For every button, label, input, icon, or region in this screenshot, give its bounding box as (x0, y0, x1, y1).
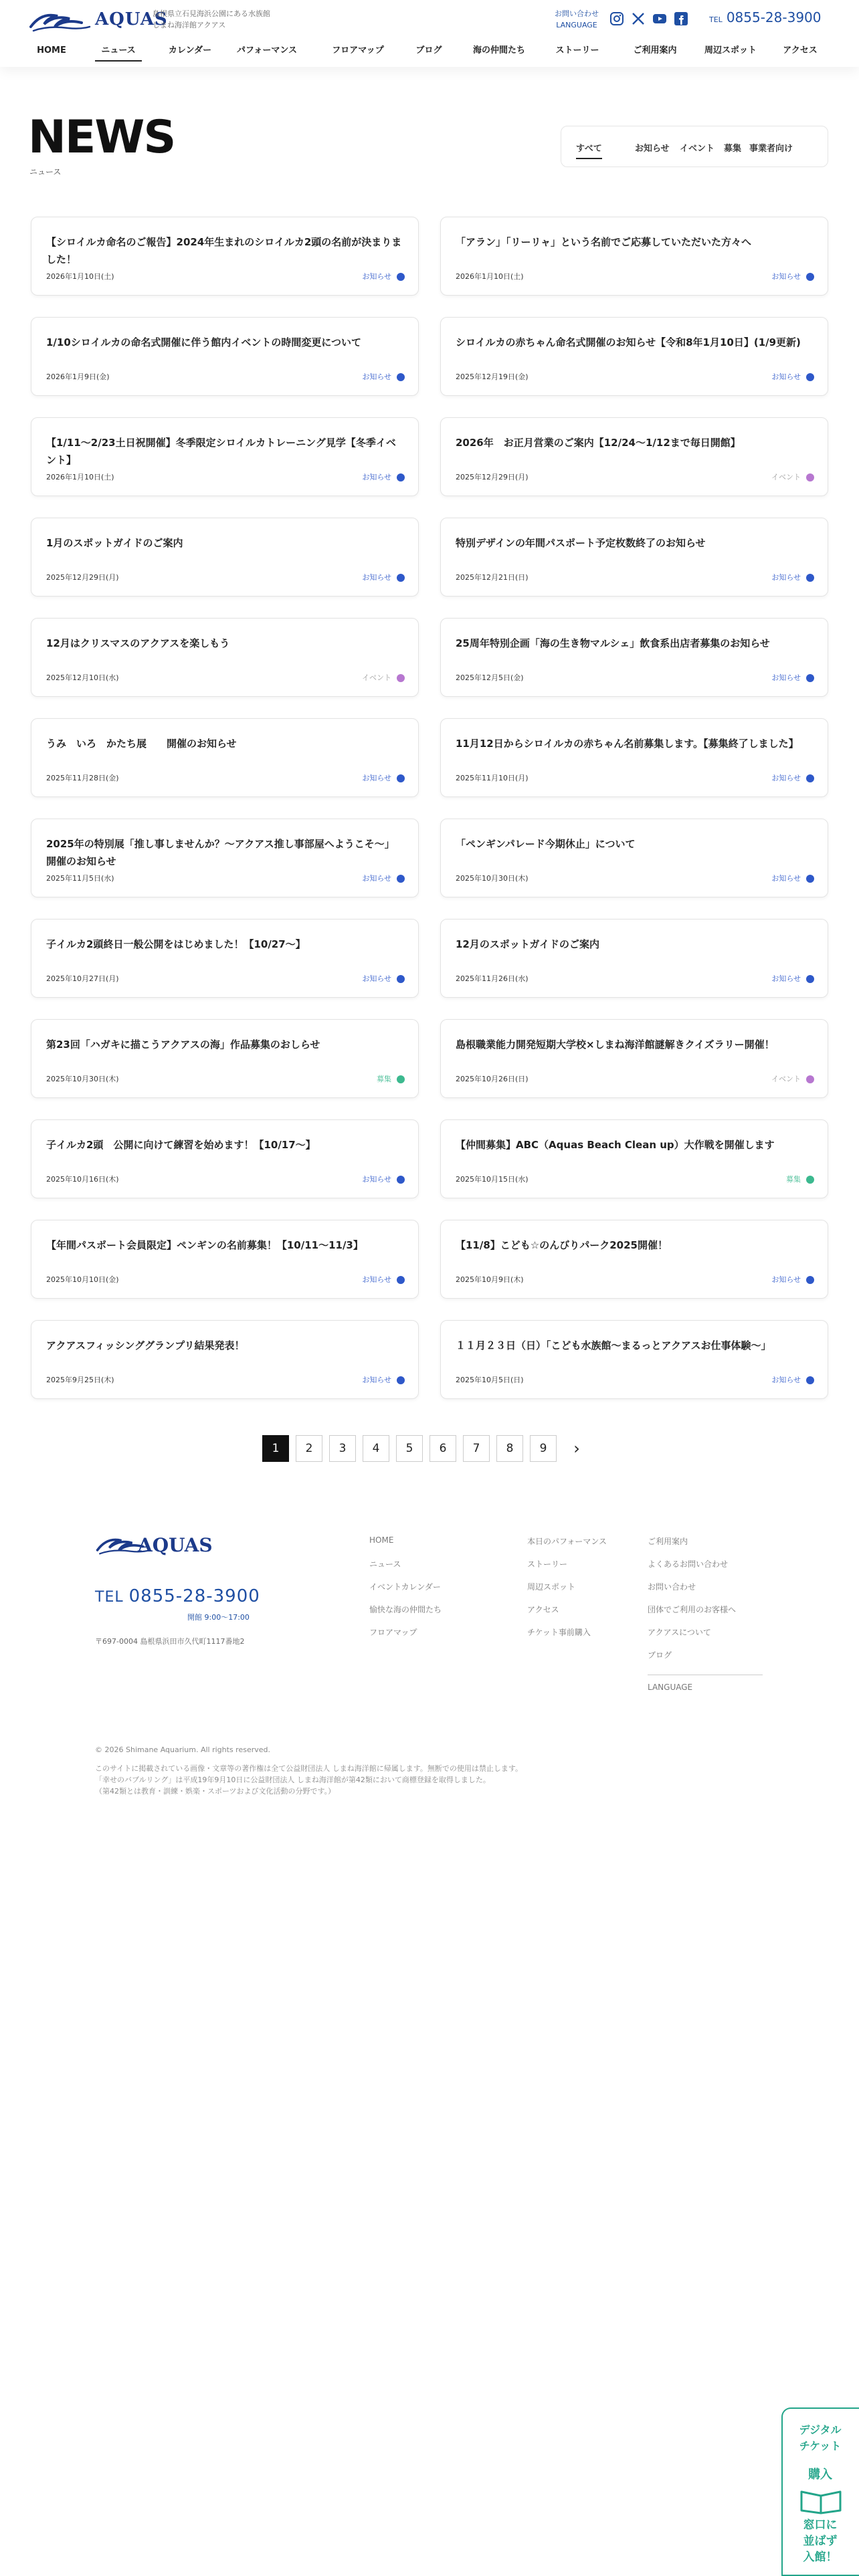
news-date: 2026年1月10日(土) (46, 272, 114, 281)
news-card[interactable] (440, 518, 828, 597)
footer-link[interactable]: HOME (369, 1535, 394, 1545)
footer-link[interactable]: ニュース (369, 1560, 401, 1569)
news-category: お知らせ (771, 1275, 801, 1284)
footer-link[interactable]: ストーリー (527, 1560, 568, 1569)
news-card[interactable] (440, 718, 828, 797)
news-title[interactable]: うみ いろ かたち展 開催のお知らせ (46, 738, 237, 750)
footer-link[interactable]: 愉快な海の仲間たち (369, 1605, 442, 1614)
news-title[interactable]: １１月２３日（日）「こども水族館～まるっとアクアスお仕事体験～」 (456, 1339, 771, 1352)
filter-tab[interactable]: 募集 (724, 144, 742, 154)
news-title[interactable]: 12月はクリスマスのアクアスを楽しもう (46, 637, 230, 649)
news-card[interactable] (31, 417, 419, 496)
news-card[interactable] (440, 618, 828, 697)
news-title[interactable]: 第23回「ハガキに描こうアクアスの海」作品募集のおしらせ (46, 1039, 320, 1051)
news-category: お知らせ (771, 673, 801, 682)
category-dot (806, 473, 814, 481)
news-category: 募集 (377, 1075, 391, 1083)
ticket-buy-label: 購入 (808, 2468, 832, 2482)
news-card[interactable] (31, 518, 419, 597)
page-button[interactable]: 9 (530, 1435, 557, 1462)
filter-tab[interactable]: すべて (576, 141, 602, 159)
news-category: お知らせ (362, 1275, 391, 1284)
news-category: 募集 (786, 1175, 801, 1184)
nav-item[interactable]: ストーリー (555, 45, 599, 56)
news-title[interactable]: 「アラン」「リーリャ」という名前でご応募していただいた方々へ (456, 236, 752, 248)
footer-link[interactable]: お問い合わせ (648, 1582, 696, 1592)
logo-wordmark: AQUAS (95, 9, 168, 29)
news-date: 2025年10月15日(水) (456, 1175, 529, 1184)
footer-link[interactable]: 周辺スポット (527, 1582, 576, 1592)
footer-link[interactable]: よくあるお問い合わせ (648, 1560, 729, 1569)
ticket-catch-line: 窓口に (803, 2518, 838, 2532)
legal-line: （第42類とは教育・訓練・娯楽・スポーツおよび文化活動の分野です。） (95, 1787, 336, 1796)
news-title[interactable]: 12月のスポットガイドのご案内 (456, 938, 599, 950)
nav-item[interactable]: 周辺スポット (704, 45, 757, 56)
news-date: 2025年10月16日(木) (46, 1175, 119, 1184)
news-category: お知らせ (362, 272, 391, 281)
footer-logo[interactable] (95, 1531, 229, 1558)
news-title[interactable]: 特別デザインの年間パスポート予定枚数終了のお知らせ (456, 537, 706, 549)
ticket-catchphrase (783, 2517, 858, 2565)
news-date: 2025年9月25日(木) (46, 1376, 114, 1384)
footer-link[interactable]: ご利用案内 (648, 1537, 688, 1546)
category-dot (397, 774, 405, 782)
news-card[interactable] (31, 819, 419, 897)
news-category: イベント (362, 673, 391, 682)
news-title[interactable]: 【11/8】こども☆のんびりパーク2025開催！ (456, 1239, 668, 1251)
category-dot (806, 373, 814, 381)
footer-link[interactable]: 団体でご利用のお客様へ (648, 1605, 737, 1614)
category-dot (397, 473, 405, 481)
news-card[interactable] (440, 1119, 828, 1198)
nav-item[interactable]: ニュース (95, 44, 142, 62)
category-dot (806, 574, 814, 582)
news-card[interactable] (440, 317, 828, 396)
ticket-heading-line: デジタル (799, 2424, 842, 2436)
news-title[interactable]: 【仲間募集】ABC（Aquas Beach Clean up）大作戦を開催します (456, 1139, 775, 1151)
news-date: 2025年10月5日(日) (456, 1376, 524, 1384)
category-dot (806, 273, 814, 281)
news-title[interactable]: アクアスフィッシンググランプリ結果発表！ (46, 1339, 245, 1352)
page-button[interactable]: 3 (329, 1435, 356, 1462)
news-date: 2025年11月10日(月) (456, 774, 529, 782)
news-title[interactable]: 【シロイルカ命名のご報告】2024年生まれのシロイルカ2頭の名前が決まりました！ (46, 236, 402, 265)
legal-line: 「幸せのバブルリング」は平成19年9月10日に公益財団法人 しまね海洋館が第42類において商標登録を取得しました。 (95, 1776, 490, 1784)
category-dot (806, 674, 814, 682)
footer-link[interactable]: ブログ (648, 1650, 672, 1660)
instagram-icon[interactable] (609, 11, 625, 27)
news-title[interactable]: 2026年 お正月営業のご案内【12/24～1/12まで毎日開館】 (456, 437, 741, 449)
category-dot (806, 975, 814, 983)
digital-ticket-banner[interactable] (781, 2407, 859, 2576)
ticket-catch-line: 並ばず (803, 2535, 838, 2548)
news-card[interactable] (440, 1019, 828, 1098)
news-card[interactable] (440, 919, 828, 998)
news-card[interactable] (31, 1320, 419, 1399)
site-header (0, 0, 859, 67)
page-button[interactable]: 2 (296, 1435, 322, 1462)
category-dot (806, 1075, 814, 1083)
tel-label: TEL (709, 15, 723, 24)
news-date: 2025年12月10日(水) (46, 673, 119, 682)
footer-link[interactable]: イベントカレンダー (369, 1582, 441, 1592)
news-category: お知らせ (771, 1376, 801, 1384)
news-date: 2025年11月28日(金) (46, 774, 119, 782)
footer-tel[interactable] (95, 1586, 260, 1606)
news-date: 2025年12月29日(月) (46, 573, 119, 582)
news-card[interactable] (31, 618, 419, 697)
news-title[interactable]: 島根職業能力開発短期大学校×しまね海洋館謎解きクイズラリー開催！ (456, 1039, 775, 1051)
nav-item[interactable]: パフォーマンス (237, 45, 297, 56)
news-card[interactable] (31, 1019, 419, 1098)
footer-address: 〒697-0004 島根県浜田市久代町1117番地2 (95, 1637, 245, 1646)
news-title[interactable]: 25周年特別企画「海の生き物マルシェ」飲食系出店者募集のお知らせ (456, 637, 770, 649)
nav-item[interactable]: ご利用案内 (633, 45, 677, 56)
news-date: 2026年1月9日(金) (46, 372, 110, 381)
news-date: 2025年11月5日(水) (46, 874, 114, 883)
category-dot (397, 674, 405, 682)
news-category: お知らせ (362, 974, 391, 983)
category-dot (397, 1376, 405, 1384)
news-date: 2025年10月30日(木) (456, 874, 529, 883)
opening-hours: 開館 9:00～17:00 (187, 1613, 250, 1622)
footer-link[interactable]: チケット事前購入 (527, 1628, 591, 1637)
nav-item[interactable]: HOME (37, 45, 66, 56)
news-category: お知らせ (362, 473, 391, 481)
news-date: 2025年12月19日(金) (456, 372, 529, 381)
news-category: イベント (771, 1075, 801, 1083)
news-date: 2025年10月27日(月) (46, 974, 119, 983)
news-card[interactable] (440, 1220, 828, 1299)
news-date: 2025年12月5日(金) (456, 673, 524, 682)
news-date: 2025年11月26日(水) (456, 974, 529, 983)
news-card[interactable] (31, 919, 419, 998)
ticket-catch-line: 入館！ (803, 2551, 838, 2564)
news-card[interactable] (31, 1220, 419, 1299)
news-title[interactable]: 「ペンギンパレード今期休止」について (456, 838, 636, 850)
news-category: イベント (771, 473, 801, 481)
site-logo[interactable] (28, 7, 168, 33)
filter-tab[interactable]: お知らせ (635, 144, 670, 154)
news-date: 2025年10月30日(木) (46, 1075, 119, 1083)
page-button[interactable]: 1 (262, 1435, 289, 1462)
news-date: 2026年1月10日(土) (46, 473, 114, 481)
news-category: お知らせ (362, 372, 391, 381)
page-button[interactable]: 4 (363, 1435, 389, 1462)
news-date: 2025年10月9日(木) (456, 1275, 524, 1284)
next-page-button[interactable]: › (563, 1435, 590, 1462)
ticket-book-icon (799, 2488, 843, 2514)
ticket-heading-line: チケット (799, 2440, 842, 2452)
category-dot (806, 1376, 814, 1384)
news-category: お知らせ (771, 874, 801, 883)
news-card[interactable] (440, 417, 828, 496)
language-link[interactable]: LANGUAGE (556, 21, 597, 29)
contact-link[interactable]: お問い合わせ (555, 9, 599, 18)
news-date: 2025年10月10日(金) (46, 1275, 119, 1284)
category-dot (397, 1276, 405, 1284)
news-card[interactable] (440, 1320, 828, 1399)
footer-link[interactable]: アクアスについて (648, 1628, 711, 1637)
tagline-line: しまね海洋館アクアス (153, 21, 226, 29)
category-dot (806, 774, 814, 782)
news-date: 2025年12月29日(月) (456, 473, 529, 481)
footer-logo-wordmark: AQUAS (138, 1534, 213, 1556)
filter-tab[interactable]: 事業者向け (749, 144, 793, 154)
news-title[interactable]: シロイルカの赤ちゃん命名式開催のお知らせ【令和8年1月10日】(1/9更新) (456, 336, 801, 348)
news-category: お知らせ (362, 1175, 391, 1184)
news-category: お知らせ (771, 974, 801, 983)
page-button[interactable]: 5 (396, 1435, 423, 1462)
nav-item[interactable]: 海の仲間たち (472, 45, 525, 56)
wave-logo-icon (28, 7, 92, 33)
news-card[interactable] (31, 718, 419, 797)
category-dot (397, 574, 405, 582)
x-icon[interactable] (630, 11, 646, 27)
news-category: お知らせ (771, 372, 801, 381)
category-dot (397, 875, 405, 883)
page-button[interactable]: 7 (463, 1435, 490, 1462)
news-title[interactable]: 【年間パスポート会員限定】ペンギンの名前募集！【10/11～11/3】 (46, 1239, 363, 1251)
category-dot (397, 273, 405, 281)
youtube-icon[interactable] (652, 11, 668, 27)
nav-item[interactable]: アクセス (783, 45, 818, 56)
footer-link[interactable]: 本日のパフォーマンス (527, 1537, 607, 1546)
copyright: © 2026 Shimane Aquarium. All rights reserved. (95, 1745, 271, 1754)
site-tagline (153, 8, 313, 31)
footer-language-link[interactable]: LANGUAGE (648, 1683, 693, 1692)
nav-item[interactable]: ブログ (415, 45, 442, 56)
news-date: 2025年12月21日(日) (456, 573, 529, 582)
ticket-heading (783, 2422, 858, 2454)
page-button[interactable]: 8 (496, 1435, 523, 1462)
news-card[interactable] (31, 317, 419, 396)
category-dot (397, 373, 405, 381)
legal-notice (95, 1763, 522, 1797)
facebook-icon[interactable] (673, 11, 689, 27)
header-tel[interactable] (709, 9, 822, 25)
tel-number: 0855-28-3900 (726, 9, 822, 25)
news-card[interactable] (440, 819, 828, 897)
news-title[interactable]: 子イルカ2頭 公開に向けて練習を始めます！【10/17～】 (46, 1139, 316, 1151)
news-card[interactable] (31, 217, 419, 296)
category-filter (561, 126, 828, 167)
contact-language-links (543, 8, 610, 31)
news-category: お知らせ (362, 1376, 391, 1384)
global-nav (28, 44, 831, 62)
news-title[interactable]: 11月12日からシロイルカの赤ちゃん名前募集します。【募集終了しました】 (456, 738, 799, 750)
tagline-line: 島根県立石見海浜公園にある水族館 (153, 9, 270, 18)
news-card[interactable] (31, 1119, 419, 1198)
footer-link[interactable]: アクセス (527, 1605, 559, 1614)
news-date: 2026年1月10日(土) (456, 272, 524, 281)
footer-tel-number: 0855-28-3900 (128, 1586, 260, 1606)
news-category: お知らせ (771, 272, 801, 281)
page-title: NEWS (28, 111, 175, 164)
news-card[interactable] (440, 217, 828, 296)
page-button[interactable]: 6 (430, 1435, 456, 1462)
category-dot (806, 875, 814, 883)
category-dot (397, 1176, 405, 1184)
news-category: お知らせ (362, 774, 391, 782)
legal-line: このサイトに掲載されている画像・文章等の著作権は全て公益財団法人 しまね海洋館に帰属します。無断での使用は禁止します。 (95, 1764, 522, 1773)
nav-item[interactable]: フロアマップ (332, 45, 384, 56)
category-dot (397, 975, 405, 983)
news-title[interactable]: 1月のスポットガイドのご案内 (46, 537, 183, 549)
news-title[interactable]: 子イルカ2頭終日一般公開をはじめました！【10/27～】 (46, 938, 306, 950)
news-title[interactable]: 1/10シロイルカの命名式開催に伴う館内イベントの時間変更について (46, 336, 362, 348)
news-category: お知らせ (771, 774, 801, 782)
page-subtitle: ニュース (29, 167, 62, 177)
news-category: お知らせ (362, 573, 391, 582)
category-dot (806, 1176, 814, 1184)
news-title[interactable]: 2025年の特別展「推し事しませんか？～アクアス推し事部屋へようこそ～」開催のお知らせ (46, 838, 395, 867)
news-category: お知らせ (771, 573, 801, 582)
footer-link[interactable]: フロアマップ (369, 1628, 417, 1637)
footer-tel-label: TEL (95, 1589, 124, 1606)
news-title[interactable]: 【1/11～2/23土日祝開催】冬季限定シロイルカトレーニング見学【冬季イベント】 (46, 437, 396, 466)
category-dot (806, 1276, 814, 1284)
news-category: お知らせ (362, 874, 391, 883)
news-date: 2025年10月26日(日) (456, 1075, 529, 1083)
category-dot (397, 1075, 405, 1083)
filter-tab[interactable]: イベント (680, 144, 715, 154)
nav-item[interactable]: カレンダー (168, 45, 212, 56)
